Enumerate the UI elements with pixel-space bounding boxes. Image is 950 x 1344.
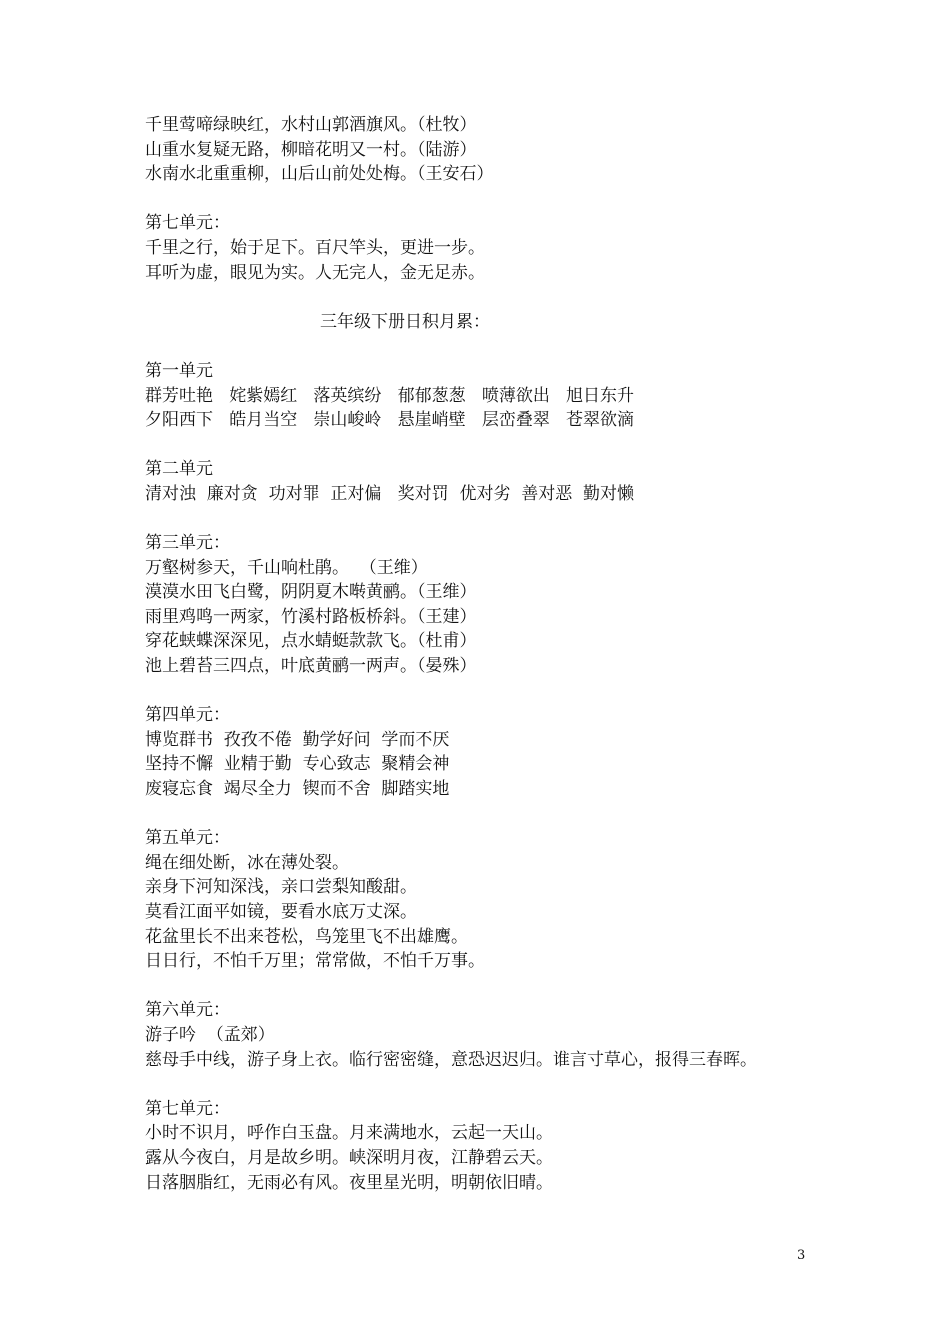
text-line: 漠漠水田飞白鹭，阴阴夏木啭黄鹂。（王维） — [145, 582, 477, 603]
text-line: 水南水北重重柳，山后山前处处梅。（王安石） — [145, 164, 494, 185]
text-line: 慈母手中线，游子身上衣。临行密密缝，意恐迟迟归。谁言寸草心，报得三春晖。 — [145, 1049, 757, 1070]
text-line: 夕阳西下 皓月当空 崇山峻岭 悬崖峭壁 层峦叠翠 苍翠欲滴 — [145, 410, 635, 431]
text-line: 穿花蛱蝶深深见，点水蜻蜓款款飞。（杜甫） — [145, 631, 477, 652]
text-line: 绳在细处断，冰在薄处裂。 — [145, 852, 349, 873]
text-line: 雨里鸡鸣一两家，竹溪村路板桥斜。（王建） — [145, 606, 477, 627]
section-heading: 第一单元 — [145, 360, 213, 381]
text-line: 花盆里长不出来苍松，鸟笼里飞不出雄鹰。 — [145, 926, 468, 947]
text-line: 日日行，不怕千万里；常常做，不怕千万事。 — [145, 951, 485, 972]
text-line: 莫看江面平如镜，要看水底万丈深。 — [145, 902, 417, 922]
section-heading: 第四单元： — [145, 705, 230, 726]
text-line: 露从今夜白，月是故乡明。峡深明月夜，江静碧云天。 — [145, 1147, 553, 1168]
section-heading: 第二单元 — [145, 459, 213, 480]
text-line: 日落胭脂红，无雨必有风。夜里星光明，明朝依旧晴。 — [145, 1172, 553, 1193]
text-line: 山重水复疑无路，柳暗花明又一村。（陆游） — [145, 139, 477, 160]
section-heading: 第七单元： — [145, 213, 230, 234]
blank-line — [145, 433, 845, 458]
section-heading: 第六单元： — [145, 1000, 230, 1021]
text-line: 千里之行，始于足下。百尺竿头，更进一步。 — [145, 237, 485, 258]
text-line: 亲身下河知深浅，亲口尝梨知酸甜。 — [145, 877, 417, 898]
text-line: 坚持不懈 业精于勤 专心致志 聚精会神 — [145, 754, 450, 775]
page-number: 3 — [797, 1248, 806, 1263]
document-body — [145, 113, 845, 1195]
blank-line — [145, 679, 845, 704]
text-line: 池上碧苔三四点，叶底黄鹂一两声。（晏殊） — [145, 656, 477, 677]
text-line: 博览群书 孜孜不倦 勤学好问 学而不厌 — [145, 729, 450, 750]
blank-line — [145, 1072, 845, 1097]
text-line: 废寝忘食 竭尽全力 锲而不舍 脚踏实地 — [145, 779, 450, 800]
text-line: 群芳吐艳 姹紫嫣红 落英缤纷 郁郁葱葱 喷薄欲出 旭日东升 — [145, 385, 635, 406]
section-heading: 第五单元： — [145, 828, 230, 849]
blank-line — [145, 334, 845, 359]
text-line: 游子吟 （孟郊） — [145, 1024, 275, 1045]
text-line: 小时不识月，呼作白玉盘。月来满地水，云起一天山。 — [145, 1123, 553, 1144]
page-title: 三年级下册日积月累： — [320, 311, 490, 332]
blank-line — [145, 187, 845, 212]
text-line: 万壑树参天，千山响杜鹃。 （王维） — [145, 557, 428, 578]
blank-line — [145, 802, 845, 827]
blank-line — [145, 507, 845, 532]
section-heading: 第三单元： — [145, 533, 230, 554]
section-heading: 第七单元： — [145, 1098, 230, 1119]
blank-line — [145, 974, 845, 999]
text-line: 清对浊 廉对贪 功对罪 正对偏 奖对罚 优对劣 善对恶 勤对懒 — [145, 483, 635, 504]
text-line: 千里莺啼绿映红，水村山郭酒旗风。（杜牧） — [145, 115, 477, 135]
text-line: 耳听为虚，眼见为实。人无完人，金无足赤。 — [145, 262, 485, 283]
blank-line — [145, 285, 845, 310]
